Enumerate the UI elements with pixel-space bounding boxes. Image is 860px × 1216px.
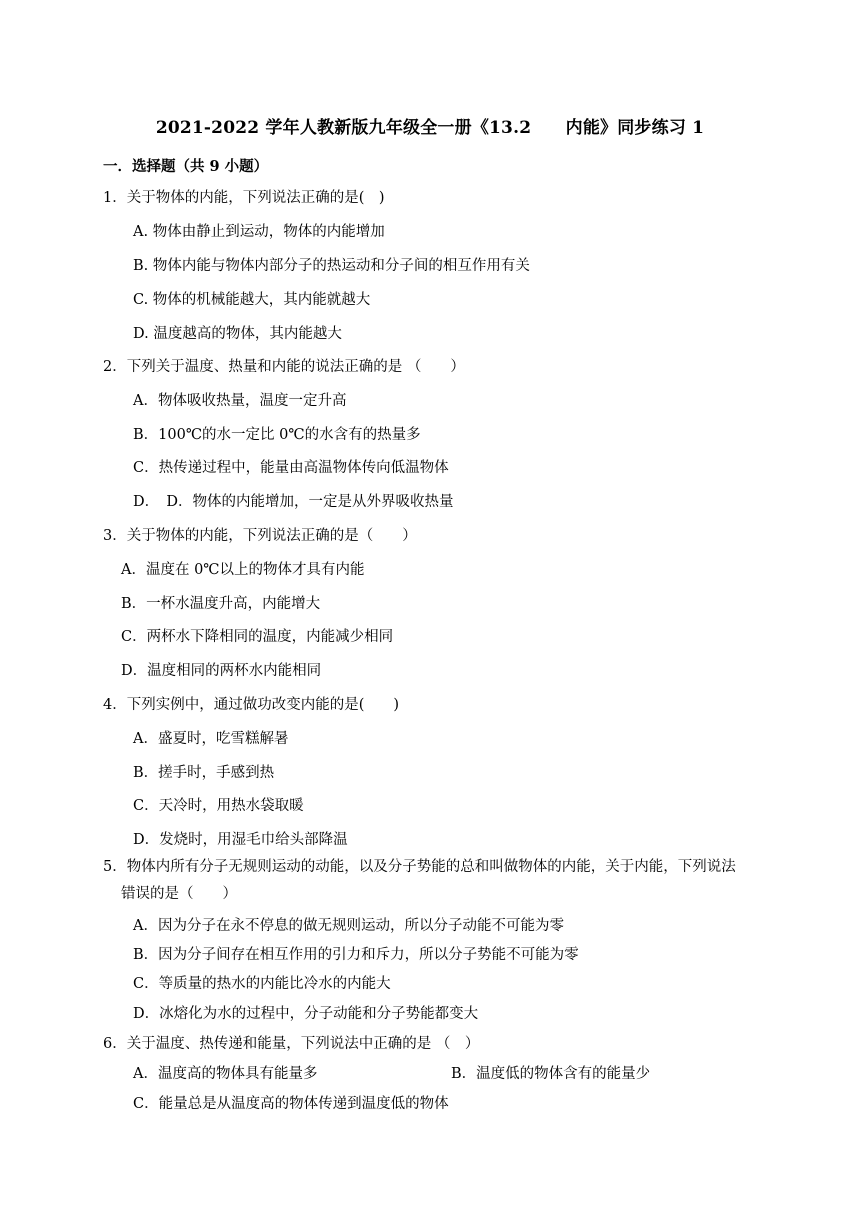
question-3-stem: 3．关于物体的内能，下列说法正确的是（ ） [103, 528, 417, 544]
section-heading: 一．选择题（共 9 小题） [103, 158, 269, 175]
question-5-stem: 5．物体内所有分子无规则运动的动能，以及分子势能的总和叫做物体的内能，关于内能，下列说法 [103, 859, 736, 875]
question-1-option-b: B. 物体内能与物体内部分子的热运动和分子间的相互作用有关 [133, 258, 530, 274]
question-6-option-b: B．温度低的物体含有的能量少 [451, 1066, 651, 1082]
question-4-option-d: D．发烧时，用湿毛巾给头部降温 [133, 832, 348, 848]
question-6-stem: 6．关于温度、热传递和能量，下列说法中正确的是 （ ） [103, 1036, 480, 1052]
page-title: 2021-2022 学年人教新版九年级全一册《13.2 内能》同步练习 1 [155, 118, 705, 138]
question-2-option-d: D． D．物体的内能增加，一定是从外界吸收热量 [133, 494, 454, 510]
question-5-stem-continued: 错误的是（ ） [121, 886, 237, 902]
question-1-option-a: A. 物体由静止到运动，物体的内能增加 [133, 224, 385, 240]
question-4-option-c: C．天冷时，用热水袋取暖 [133, 798, 304, 814]
question-2-option-b: B．100℃的水一定比 0℃的水含有的热量多 [133, 427, 421, 443]
question-5-option-a: A．因为分子在永不停息的做无规则运动，所以分子动能不可能为零 [133, 918, 564, 934]
question-6-option-c: C．能量总是从温度高的物体传递到温度低的物体 [133, 1096, 449, 1112]
question-1-option-c: C. 物体的机械能越大，其内能就越大 [133, 292, 371, 308]
question-2-option-c: C．热传递过程中，能量由高温物体传向低温物体 [133, 460, 449, 476]
question-5-option-c: C．等质量的热水的内能比冷水的内能大 [133, 976, 391, 992]
question-3-option-a: A．温度在 0℃以上的物体才具有内能 [121, 562, 365, 578]
question-6-option-a: A．温度高的物体具有能量多 [133, 1066, 318, 1082]
question-3-option-d: D．温度相同的两杯水内能相同 [121, 663, 322, 679]
question-1-stem: 1．关于物体的内能，下列说法正确的是( ) [103, 190, 385, 206]
question-5-option-d: D．冰熔化为水的过程中，分子动能和分子势能都变大 [133, 1006, 479, 1022]
question-4-option-b: B．搓手时，手感到热 [133, 765, 275, 781]
question-3-option-b: B．一杯水温度升高，内能增大 [121, 596, 321, 612]
question-1-option-d: D. 温度越高的物体，其内能越大 [133, 326, 342, 342]
question-4-option-a: A．盛夏时，吃雪糕解暑 [133, 731, 289, 747]
question-2-option-a: A．物体吸收热量，温度一定升高 [133, 393, 347, 409]
question-5-option-b: B．因为分子间存在相互作用的引力和斥力，所以分子势能不可能为零 [133, 947, 579, 963]
question-4-stem: 4．下列实例中，通过做功改变内能的是( ) [103, 697, 400, 713]
question-3-option-c: C．两杯水下降相同的温度，内能减少相同 [121, 629, 394, 645]
question-2-stem: 2．下列关于温度、热量和内能的说法正确的是 （ ） [103, 359, 465, 375]
